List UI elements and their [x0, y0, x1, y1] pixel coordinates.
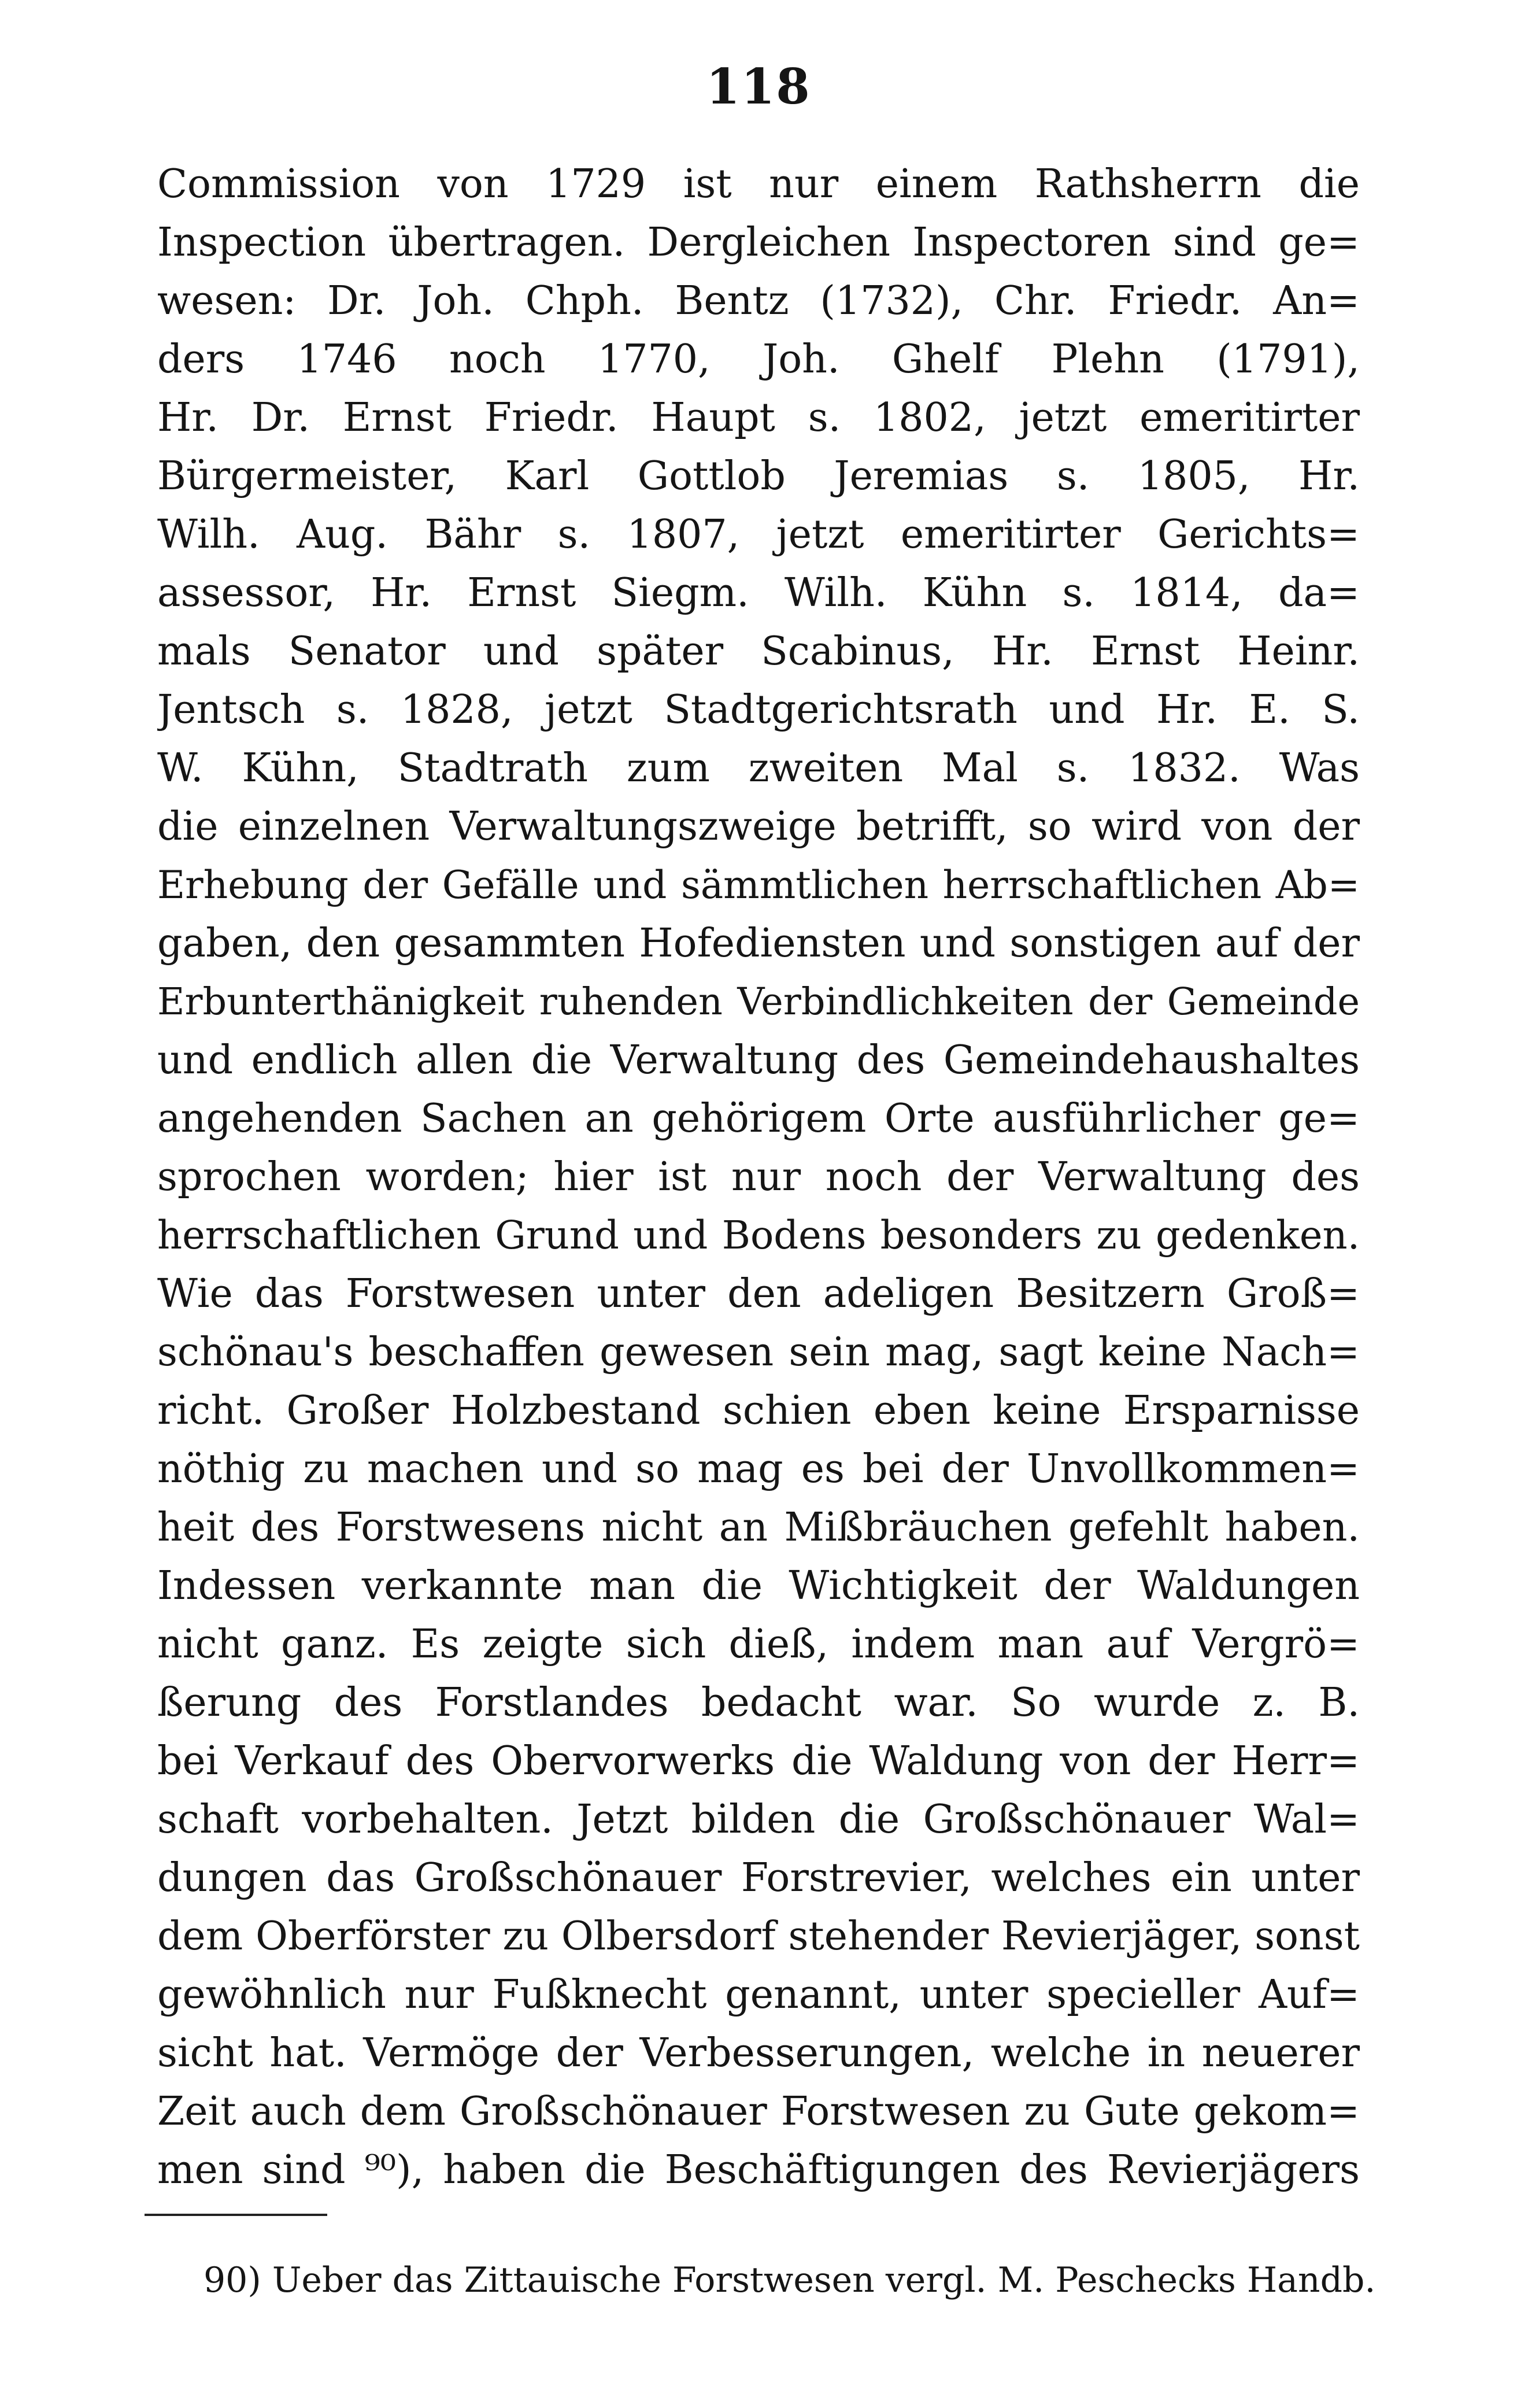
text-line: Indessen verkannte man die Wichtigkeit der Waldungen: [157, 1563, 1360, 1609]
text-line: schaft vorbehalten. Jetzt bilden die Großschönauer Wal=: [157, 1797, 1360, 1842]
text-line: nicht ganz. Es zeigte sich dieß, indem man auf Vergrö=: [157, 1622, 1360, 1667]
text-line: Hr. Dr. Ernst Friedr. Haupt s. 1802, jetzt emeritirter: [157, 395, 1360, 441]
text-line: herrschaftlichen Grund und Bodens besonders zu gedenken.: [157, 1213, 1360, 1258]
page-number: 118: [706, 58, 811, 115]
text-line: ßerung des Forstlandes bedacht war. So wurde z. B.: [157, 1680, 1360, 1726]
footnote-divider: [145, 2214, 327, 2216]
text-line: bei Verkauf des Obervorwerks die Waldung von der Herr=: [157, 1738, 1360, 1784]
footnote: 90) Ueber das Zittauische Forstwesen vergl. M. Peschecks Handb.: [204, 2260, 1376, 2300]
text-line: Erhebung der Gefälle und sämmtlichen herrschaftlichen Ab=: [157, 863, 1360, 907]
text-line: die einzelnen Verwaltungszweige betrifft, so wird von der: [157, 804, 1360, 850]
text-line: heit des Forstwesens nicht an Mißbräuchen gefehlt haben.: [157, 1505, 1360, 1550]
text-line: Inspection übertragen. Dergleichen Inspectoren sind ge=: [157, 220, 1360, 265]
body-text: [157, 155, 1360, 2199]
text-line: gaben, den gesammten Hofediensten und sonstigen auf der: [157, 921, 1360, 966]
text-line: Wie das Forstwesen unter den adeligen Besitzern Groß=: [157, 1271, 1360, 1317]
text-line: nöthig zu machen und so mag es bei der Unvollkommen=: [157, 1446, 1360, 1492]
text-line: dungen das Großschönauer Forstrevier, welches ein unter: [157, 1855, 1360, 1901]
text-line: mals Senator und später Scabinus, Hr. Ernst Heinr.: [157, 629, 1360, 674]
text-line: dem Oberförster zu Olbersdorf stehender Revierjäger, sonst: [157, 1914, 1360, 1959]
text-line: Commission von 1729 ist nur einem Rathsherrn die: [157, 161, 1360, 207]
text-line: Wilh. Aug. Bähr s. 1807, jetzt emeritirter Gerichts=: [157, 512, 1360, 557]
text-line: gewöhnlich nur Fußknecht genannt, unter specieller Auf=: [157, 1972, 1360, 2018]
text-line: Zeit auch dem Großschönauer Forstwesen zu Gute gekom=: [157, 2089, 1360, 2134]
text-line: sicht hat. Vermöge der Verbesserungen, welche in neuerer: [157, 2030, 1360, 2076]
text-line: schönau's beschaffen gewesen sein mag, sagt keine Nach=: [157, 1329, 1360, 1375]
text-line: und endlich allen die Verwaltung des Gemeindehaushaltes: [157, 1037, 1360, 1083]
text-line: Bürgermeister, Karl Gottlob Jeremias s. 1805, Hr.: [157, 453, 1360, 499]
text-line: men sind ⁹⁰), haben die Beschäftigungen des Revierjägers: [157, 2147, 1360, 2193]
text-line: sprochen worden; hier ist nur noch der Verwaltung des: [157, 1154, 1360, 1200]
text-line: ders 1746 noch 1770, Joh. Ghelf Plehn (1791),: [157, 337, 1360, 382]
text-line: angehenden Sachen an gehörigem Orte ausführlicher ge=: [157, 1096, 1360, 1142]
text-line: assessor, Hr. Ernst Siegm. Wilh. Kühn s. 1814, da=: [157, 570, 1360, 616]
text-line: richt. Großer Holzbestand schien eben keine Ersparnisse: [157, 1388, 1360, 1434]
text-line: Erbunterthänigkeit ruhenden Verbindlichkeiten der Gemeinde: [157, 980, 1360, 1024]
text-line: Jentsch s. 1828, jetzt Stadtgerichtsrath und Hr. E. S.: [157, 687, 1360, 733]
text-line: W. Kühn, Stadtrath zum zweiten Mal s. 1832. Was: [157, 745, 1360, 791]
text-line: wesen: Dr. Joh. Chph. Bentz (1732), Chr. Friedr. An=: [157, 278, 1360, 324]
